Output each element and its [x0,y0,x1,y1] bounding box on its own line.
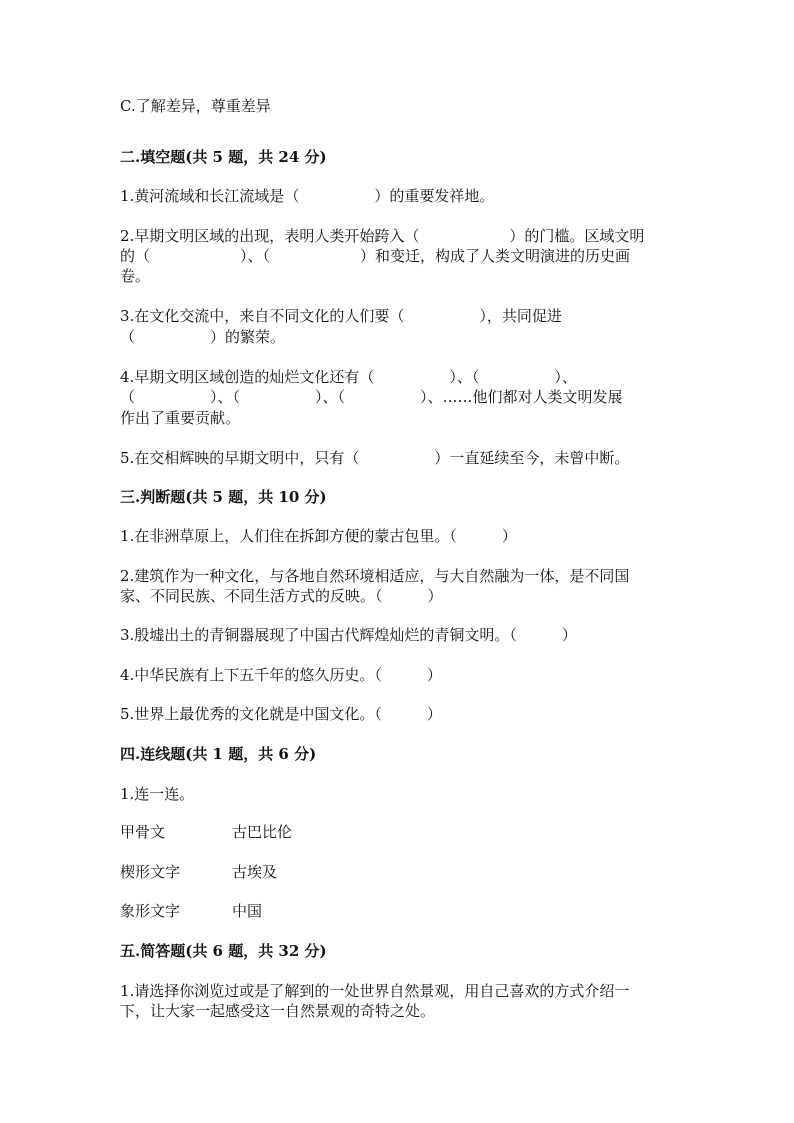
fill-question-4-line-1: 4.早期文明区域创造的灿烂文化还有（ ）、（ ）、 [120,368,577,386]
judge-question-3: 3.殷墟出土的青铜器展现了中国古代辉煌灿烂的青铜文明。（ ） [120,626,577,644]
matching-left-item[interactable]: 甲骨文 [120,823,166,841]
matching-right-item[interactable]: 中国 [232,902,263,920]
matching-right-item[interactable]: 古埃及 [232,863,278,881]
short-question-1-line-1: 1.请选择你浏览过或是了解到的一处世界自然景观，用自己喜欢的方式介绍一 [120,982,630,1000]
fill-question-4-line-2: （ ）、（ ）、（ ）、……他们都对人类文明发展 [120,388,623,406]
section-heading-short-answer: 五.简答题(共 6 题，共 32 分) [120,942,327,960]
fill-question-2-line-3: 卷。 [120,267,151,285]
matching-question-1: 1.连一连。 [120,785,195,803]
matching-left-item[interactable]: 象形文字 [120,902,181,920]
fill-question-3-line-1: 3.在文化交流中，来自不同文化的人们要（ ），共同促进 [120,307,562,325]
section-heading-matching: 四.连线题(共 1 题，共 6 分) [120,745,317,763]
judge-question-2-line-1: 2.建筑作为一种文化，与各地自然环境相适应，与大自然融为一体，是不同国 [120,567,630,585]
option-c: C.了解差异，尊重差异 [120,97,271,115]
matching-left-item[interactable]: 楔形文字 [120,863,181,881]
fill-question-2-line-1: 2.早期文明区域的出现，表明人类开始跨入（ ）的门槛。区域文明 [120,227,645,245]
fill-question-3-line-2: （ ）的繁荣。 [120,328,286,346]
fill-question-1: 1.黄河流域和长江流域是（ ）的重要发祥地。 [120,187,495,205]
fill-question-4-line-3: 作出了重要贡献。 [120,409,241,427]
section-heading-judge: 三.判断题(共 5 题，共 10 分) [120,488,327,506]
short-question-1-line-2: 下，让大家一起感受这一自然景观的奇特之处。 [120,1002,436,1020]
judge-question-5: 5.世界上最优秀的文化就是中国文化。（ ） [120,705,442,723]
matching-right-item[interactable]: 古巴比伦 [232,823,293,841]
judge-question-1: 1.在非洲草原上，人们住在拆卸方便的蒙古包里。（ ） [120,527,517,545]
fill-question-5: 5.在交相辉映的早期文明中，只有（ ）一直延续至今，未曾中断。 [120,449,630,467]
judge-question-4: 4.中华民族有上下五千年的悠久历史。（ ） [120,666,442,684]
fill-question-2-line-2: 的（ ）、（ ）和变迁，构成了人类文明演进的历史画 [120,247,631,265]
judge-question-2-line-2: 家、不同民族、不同生活方式的反映。（ ） [120,587,443,605]
section-heading-fill-blank: 二.填空题(共 5 题，共 24 分) [120,148,327,166]
